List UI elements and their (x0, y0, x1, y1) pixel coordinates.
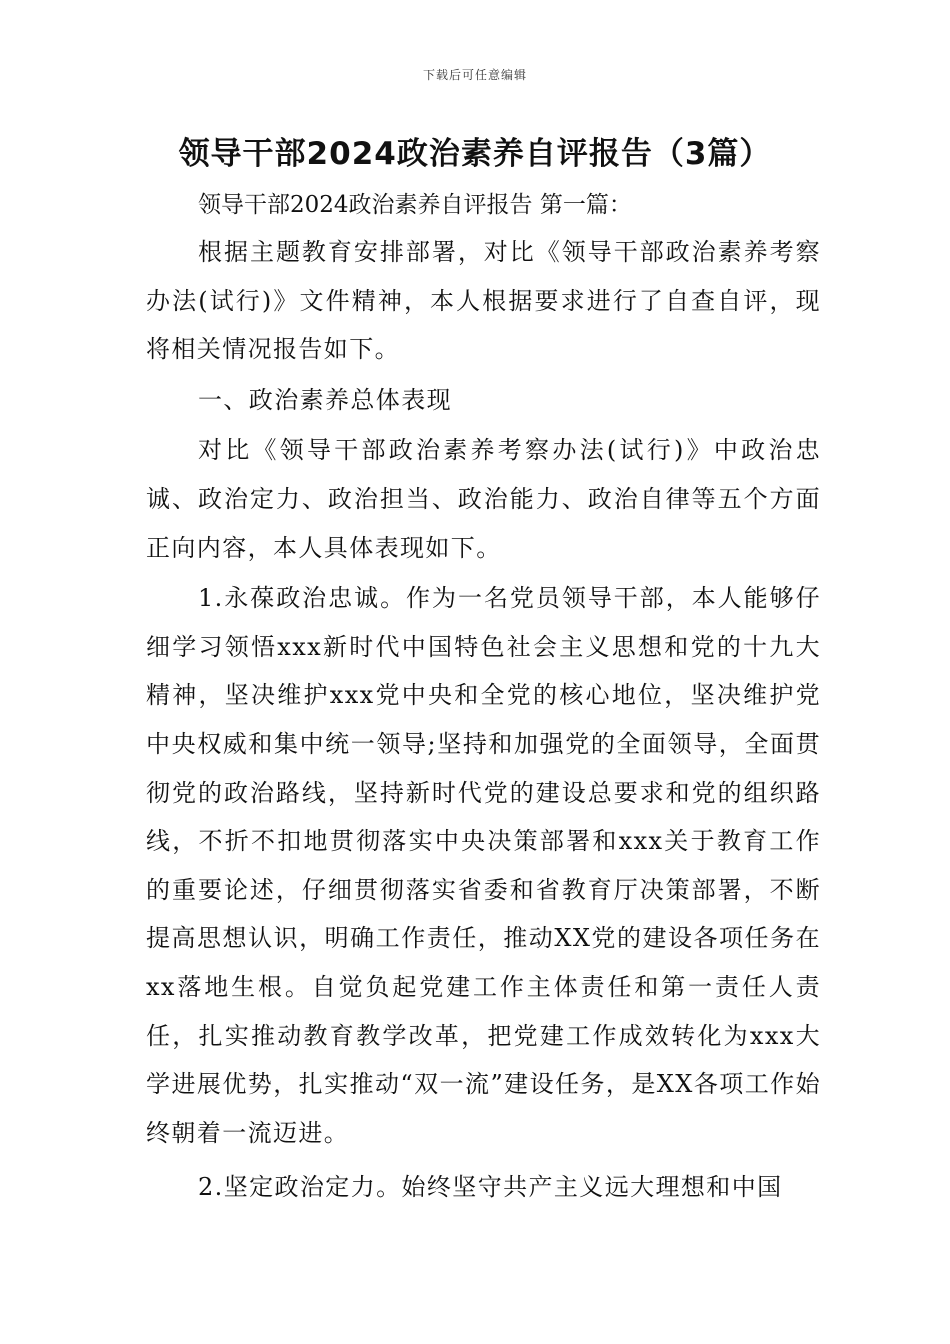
paragraph-overview: 对比《领导干部政治素养考察办法(试行)》中政治忠诚、政治定力、政治担当、政治能力、政治自律等五个方面正向内容，本人具体表现如下。 (146, 436, 821, 562)
paragraph-resolve: 2.坚定政治定力。始终坚守共产主义远大理想和中国 (198, 1173, 783, 1202)
document-title: 领导干部2024政治素养自评报告（3篇） (178, 136, 772, 172)
document-body (146, 228, 821, 1214)
section-subtitle: 领导干部2024政治素养自评报告 第一篇： (198, 192, 632, 218)
section-heading: 一、政治素养总体表现 (198, 385, 452, 414)
paragraph-loyalty: 1.永葆政治忠诚。作为一名党员领导干部，本人能够仔细学习领悟xxx新时代中国特色社会主义思想和党的十九大精神，坚决维护xxx党中央和全党的核心地位，坚决维护党中央权威和集中统一领导;坚持和加强党的全面领导，全面贯彻党的政治路线，坚持新时代党的建设总要求和党的组织路线，不折不扣地贯彻落实中央决策部署和xxx关于教育工作的重要论述，仔细贯彻落实省委和省教育厅决策部署，不断提高思想认识，明确工作责任，推动XX党的建设各项任务在xx落地生根。自觉负起党建工作主体责任和第一责任人责任，扎实推动教育教学改革，把党建工作成效转化为xxx大学进展优势，扎实推动“双一流”建设任务，是XX各项工作始终朝着一流迈进。 (146, 584, 821, 1147)
paragraph-intro: 根据主题教育安排部署，对比《领导干部政治素养考察办法(试行)》文件精神，本人根据要求进行了自查自评，现将相关情况报告如下。 (146, 238, 821, 364)
header-note: 下载后可任意编辑 (422, 68, 527, 82)
